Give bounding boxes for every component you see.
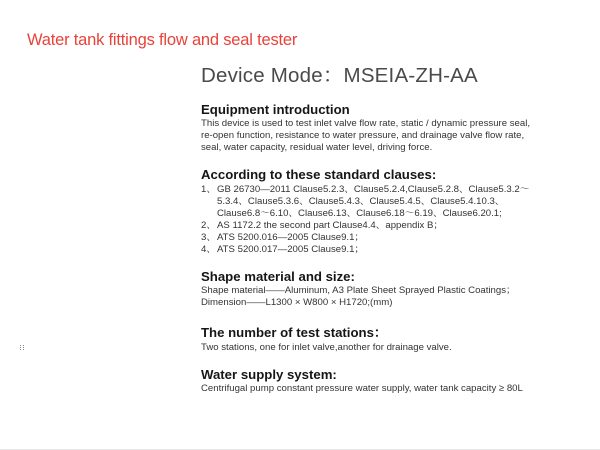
margin-mark [20, 345, 24, 350]
list-item [201, 244, 593, 256]
list-item-number: 4、 [201, 244, 216, 255]
body-line: re-open function, resistance to water pressure, and drainage valve flow rate, [201, 130, 525, 141]
body-line: seal, water capacity, residual water level, driving force. [201, 142, 433, 153]
section-title: Shape material and size: [201, 269, 355, 284]
list-item-text [217, 184, 529, 220]
list-item-line: Clause6.8～6.10、Clause6.13、Clause6.18～6.19、Clause6.20.1; [217, 208, 502, 219]
section-title: Equipment introduction [201, 102, 350, 117]
section-title: According to these standard clauses: [201, 167, 437, 182]
clause-list [201, 184, 593, 256]
section-body [201, 285, 593, 309]
list-item [201, 220, 593, 232]
list-item [201, 184, 593, 220]
section-standard-clauses [201, 167, 593, 256]
section-body [201, 118, 593, 154]
device-model: Device Mode：MSEIA-ZH-AA [201, 64, 478, 87]
body-line: Two stations, one for inlet valve,another for drainage valve. [201, 342, 452, 353]
section-test-stations [201, 322, 593, 354]
spec-sheet [201, 58, 593, 408]
body-line: Centrifugal pump constant pressure water supply, water tank capacity ≥ 80L [201, 383, 523, 394]
body-line: Dimension——L1300 × W800 × H1720;(mm) [201, 297, 393, 308]
list-item-number: 2、 [201, 220, 216, 231]
section-title: Water supply system: [201, 367, 337, 382]
section-shape-material [201, 269, 593, 309]
list-item-line: AS 1172.2 the second part Clause4.4、appendix B； [217, 220, 443, 231]
list-item [201, 232, 593, 244]
list-item-number: 3、 [201, 232, 216, 243]
list-item-line: GB 26730—2011 Clause5.2.3、Clause5.2.4,Clause5.2.8、Clause5.3.2～ [217, 184, 530, 195]
product-banner-title: Water tank fittings flow and seal tester [27, 31, 298, 49]
body-line: This device is used to test inlet valve flow rate, static / dynamic pressure seal, [201, 118, 530, 129]
body-line: Shape material——Aluminum, A3 Plate Sheet Sprayed Plastic Coatings； [201, 285, 516, 296]
list-item-line: ATS 5200.017—2005 Clause9.1； [217, 244, 365, 255]
list-item-line: 5.3.4、Clause5.3.6、Clause5.4.3、Clause5.4.5、Clause5.4.10.3、 [217, 196, 505, 207]
list-item-line: ATS 5200.016—2005 Clause9.1； [217, 232, 365, 243]
section-body [201, 342, 593, 354]
section-equipment-introduction [201, 102, 593, 154]
list-item-number: 1、 [201, 184, 216, 195]
section-water-supply [201, 367, 593, 395]
section-title: The number of test stations： [201, 325, 388, 340]
section-body [201, 383, 593, 395]
